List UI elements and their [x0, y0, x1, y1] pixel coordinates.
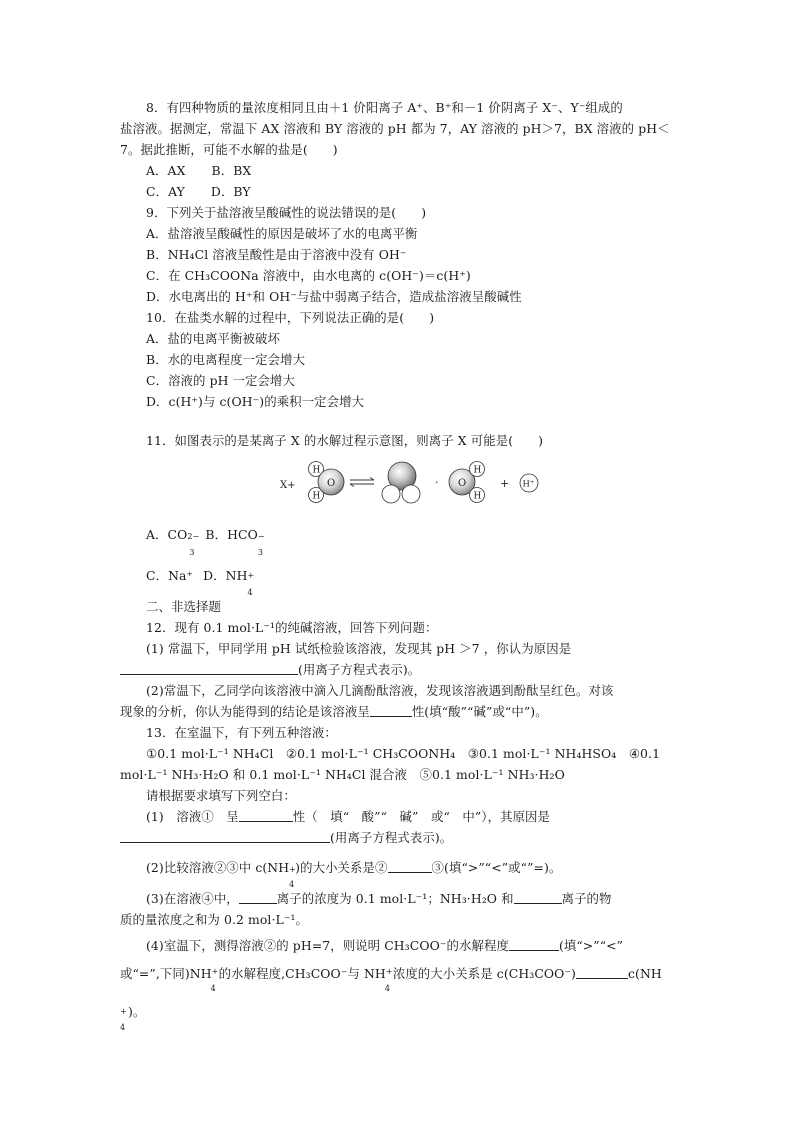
q13-part1-line1: (1) 溶液① 呈 性（ 填“ 酸”“ 碱” 或“ 中”），其原因是	[146, 809, 551, 824]
q8-line-1: 8．有四种物质的量浓度相同且由＋1 价阳离子 A⁺、B⁺和－1 价阴离子 X⁻、Y⁻组成的	[146, 100, 623, 115]
q13-part4-line1: (4)室温下，测得溶液②的 pH=7，则说明 CH₃COO⁻的水解程度 (填“>”“<”	[146, 938, 624, 953]
svg-text:H⁺: H⁺	[522, 479, 535, 490]
q10-option-b: B．水的电离程度一定会增大	[146, 352, 306, 367]
svg-text:H: H	[473, 491, 482, 502]
q12-part2-line2: 现象的分析，你认为能得到的结论是该溶液呈 性(填“酸”“碱”或“中”)。	[120, 704, 548, 719]
q11-options-cd: C．Na⁺ D．NH + 4	[146, 568, 255, 597]
svg-text:O: O	[327, 478, 336, 489]
answer-blank[interactable]	[370, 704, 412, 717]
q10-stem: 10．在盐类水解的过程中，下列说法正确的是( )	[146, 310, 435, 325]
q13-instruction: 请根据要求填写下列空白：	[146, 788, 296, 803]
answer-blank[interactable]	[239, 891, 277, 904]
answer-blank[interactable]	[120, 830, 330, 843]
q10-option-a: A．盐的电离平衡被破坏	[146, 331, 280, 346]
answer-blank[interactable]	[120, 662, 298, 675]
q8-options-cd	[146, 184, 706, 200]
q13-part2: (2)比较溶液②③中 c(NH + 4 )的大小关系是② ③(填“>”“<”或“”=)。	[146, 860, 562, 889]
q8-options-ab	[146, 163, 706, 179]
q12-stem: 12．现有 0.1 mol·L⁻¹的纯碱溶液，回答下列问题：	[146, 620, 438, 635]
q8-option-a: A．AX	[146, 163, 186, 178]
answer-blank[interactable]	[388, 860, 432, 873]
q11-option-a: A．CO	[146, 527, 188, 542]
q11-stem: 11．如图表示的是某离子 X 的水解过程示意图，则离子 X 可能是( )	[146, 433, 544, 448]
hydrolysis-diagram	[276, 458, 546, 512]
answer-blank[interactable]	[576, 966, 628, 979]
q8-option-c: C．AY	[146, 184, 185, 199]
q8-line-2: 盐溶液。据测定，常温下 AX 溶液和 BY 溶液的 pH 都为 7，AY 溶液的 pH＞7，BX 溶液的 pH＜	[120, 121, 670, 136]
q13-part1-line2: (用离子方程式表示)。	[120, 830, 680, 846]
plus-sign: +	[500, 477, 510, 490]
q13-stem: 13．在室温下，有下列五种溶液：	[146, 725, 337, 740]
q9-stem: 9．下列关于盐溶液呈酸碱性的说法错误的是( )	[146, 205, 427, 220]
q13-solutions-line1: ①0.1 mol·L⁻¹ NH₄Cl ②0.1 mol·L⁻¹ CH₃COONH₄ ③0.1 mol·L⁻¹ NH₄HSO₄ ④0.1	[146, 746, 661, 761]
q9-option-c: C．在 CH₃COONa 溶液中，由水电离的 c(OH⁻)＝c(H⁺)	[146, 268, 471, 283]
svg-text:H: H	[473, 465, 482, 476]
q11-option-c: C．Na⁺	[146, 568, 194, 583]
q11-option-d: D．NH	[203, 568, 248, 583]
section-heading: 二、非选择题	[146, 599, 221, 614]
q12-part2-line1: (2)常温下，乙同学向该溶液中滴入几滴酚酞溶液，发现该溶液遇到酚酞呈红色。对该	[146, 683, 614, 698]
q8-option-d: D．BY	[210, 184, 251, 199]
q11-options-ab: A．CO 2− 3 B．HCO − 3	[146, 527, 265, 557]
q9-option-a: A．盐溶液呈酸碱性的原因是破坏了水的电离平衡	[146, 226, 418, 241]
q13-part4-line2: 或“=”,下同)NH + 4 的水解程度,CH₃COO⁻与 NH + 4 浓度的大小关系是 c(CH₃COO⁻) c(NH	[120, 966, 662, 993]
hydrolysis-product-molecule-icon	[382, 462, 420, 503]
hydrogen-ion-icon	[520, 474, 538, 492]
equilibrium-arrow-icon	[350, 478, 374, 487]
q12-part1-line2: (用离子方程式表示)。	[120, 662, 680, 678]
q8-line-3: 7。据此推断，可能不水解的盐是( )	[120, 142, 338, 157]
answer-blank[interactable]	[514, 891, 562, 904]
svg-text:H: H	[312, 491, 321, 502]
q13-part3-line1: (3)在溶液④中， 离子的浓度为 0.1 mol·L⁻¹；NH₃·H₂O 和 离子的物	[146, 891, 612, 906]
q8-option-b: B．BX	[211, 163, 252, 178]
q13-part3-line2: 质的量浓度之和为 0.2 mol·L⁻¹。	[120, 912, 309, 927]
water-molecule-2-icon	[449, 462, 485, 503]
q12-part1-line1: (1) 常温下，甲同学用 pH 试纸检验该溶液，发现其 pH ＞7 ，你认为原因是	[146, 641, 572, 656]
ion-x-label: X+	[280, 480, 296, 491]
answer-blank[interactable]	[239, 809, 293, 822]
q11-option-b: B．HCO	[205, 527, 258, 542]
water-molecule-icon	[309, 462, 345, 503]
q10-option-d: D．c(H⁺)与 c(OH⁻)的乘积一定会增大	[146, 394, 365, 409]
svg-text:H: H	[312, 465, 321, 476]
q9-option-b: B．NH₄Cl 溶液呈酸性是由于溶液中没有 OH⁻	[146, 247, 407, 262]
q13-solutions-line2: mol·L⁻¹ NH₃·H₂O 和 0.1 mol·L⁻¹ NH₄Cl 混合液 ⑤0.1 mol·L⁻¹ NH₃·H₂O	[120, 767, 565, 782]
answer-blank[interactable]	[509, 938, 559, 951]
svg-text:O: O	[458, 478, 467, 489]
dot-separator: ·	[435, 476, 439, 489]
q10-option-c: C．溶液的 pH 一定会增大	[146, 373, 296, 388]
q9-option-d: D．水电离出的 H⁺和 OH⁻与盐中弱离子结合，造成盐溶液呈酸碱性	[146, 289, 522, 304]
q13-part4-line3: + 4 )。	[120, 1004, 146, 1032]
